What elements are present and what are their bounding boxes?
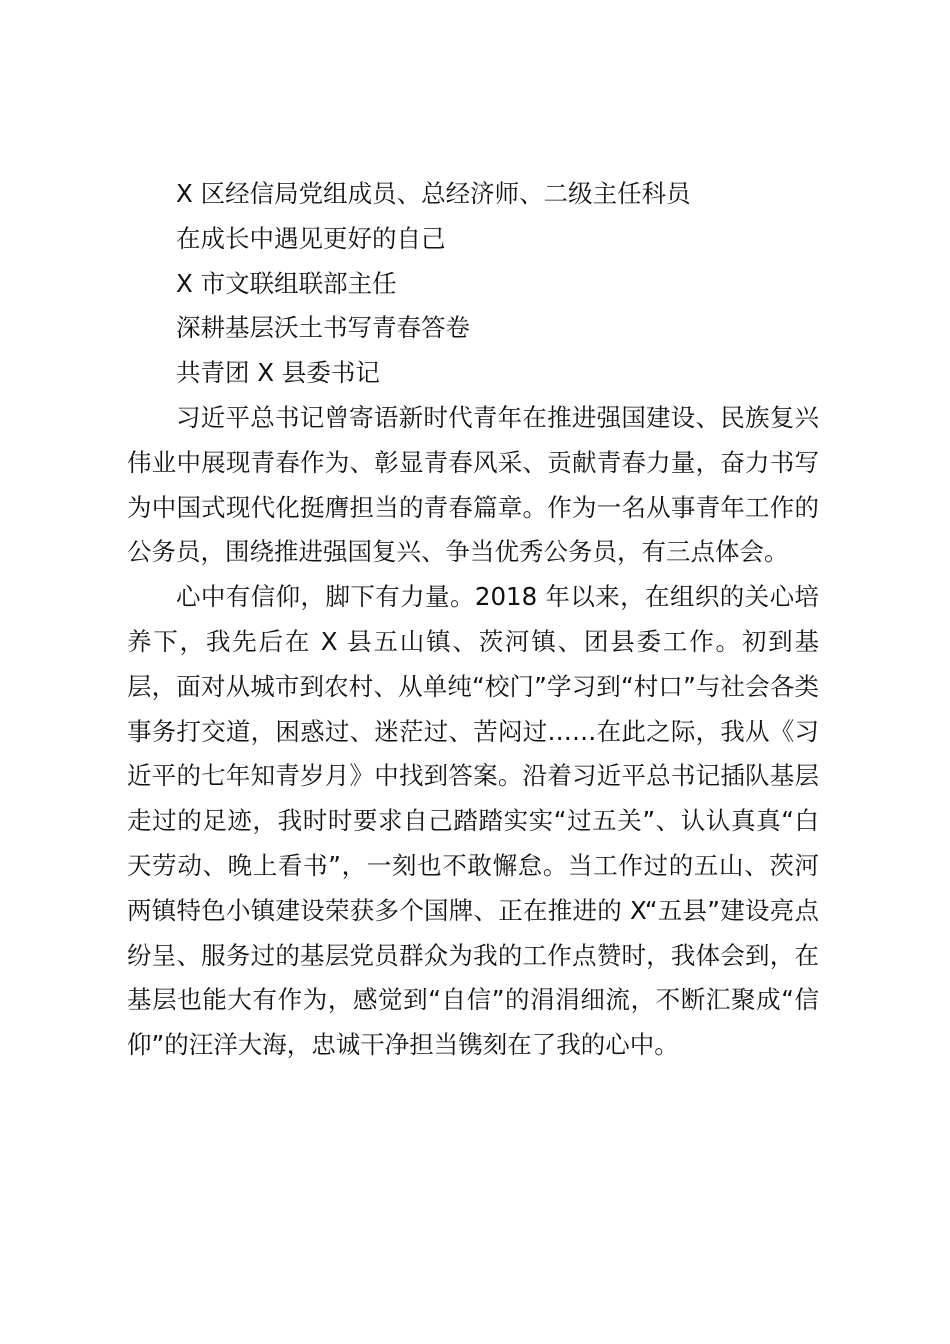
article-title-2: 深耕基层沃土书写青春答卷 xyxy=(176,313,470,343)
intro-paragraph: 习近平总书记曾寄语新时代青年在推进强国建设、民族复兴伟业中展现青春作为、彰显青春风采、贡献青春力量，奋力书写为中国式现代化挺膺担当的青春篇章。作为一名从事青年工作的公务员，围绕推进强国复兴、争当优秀公务员，有三点体会。 xyxy=(127,402,819,567)
author-line: 共青团 X 县委书记 xyxy=(176,358,380,388)
heading-line-3: X 市文联组联部主任 xyxy=(176,268,397,298)
heading-line-1: X 区经信局党组成员、总经济师、二级主任科员 xyxy=(176,179,691,208)
body-paragraph: 心中有信仰，脚下有力量。2018 年以来，在组织的关心培养下，我先后在 X 县五山镇、茨河镇、团县委工作。初到基层，面对从城市到农村、从单纯“校门”学习到“村口”与社会各类事务打交道，困惑过、迷茫过、苦闷过……在此之际，我从《习近平的七年知青岁月》中找到答案。沿着习近平总书记插队基层走过的足迹，我时时要求自己踏踏实实“过五关”、认认真真“白天劳动、晚上看书”，一刻也不敢懈怠。当工作过的五山、茨河两镇特色小镇建设荣获多个国牌、正在推进的 X“五县”建设亮点纷呈、服务过的基层党员群众为我的工作点赞时，我体会到，在基层也能大有作为，感觉到“自信”的涓涓细流，不断汇聚成“信仰”的汪洋大海，忠诚干净担当镌刻在了我的心中。 xyxy=(127,582,819,1060)
article-title-1: 在成长中遇见更好的自己 xyxy=(176,223,446,253)
document-body xyxy=(127,172,819,1068)
